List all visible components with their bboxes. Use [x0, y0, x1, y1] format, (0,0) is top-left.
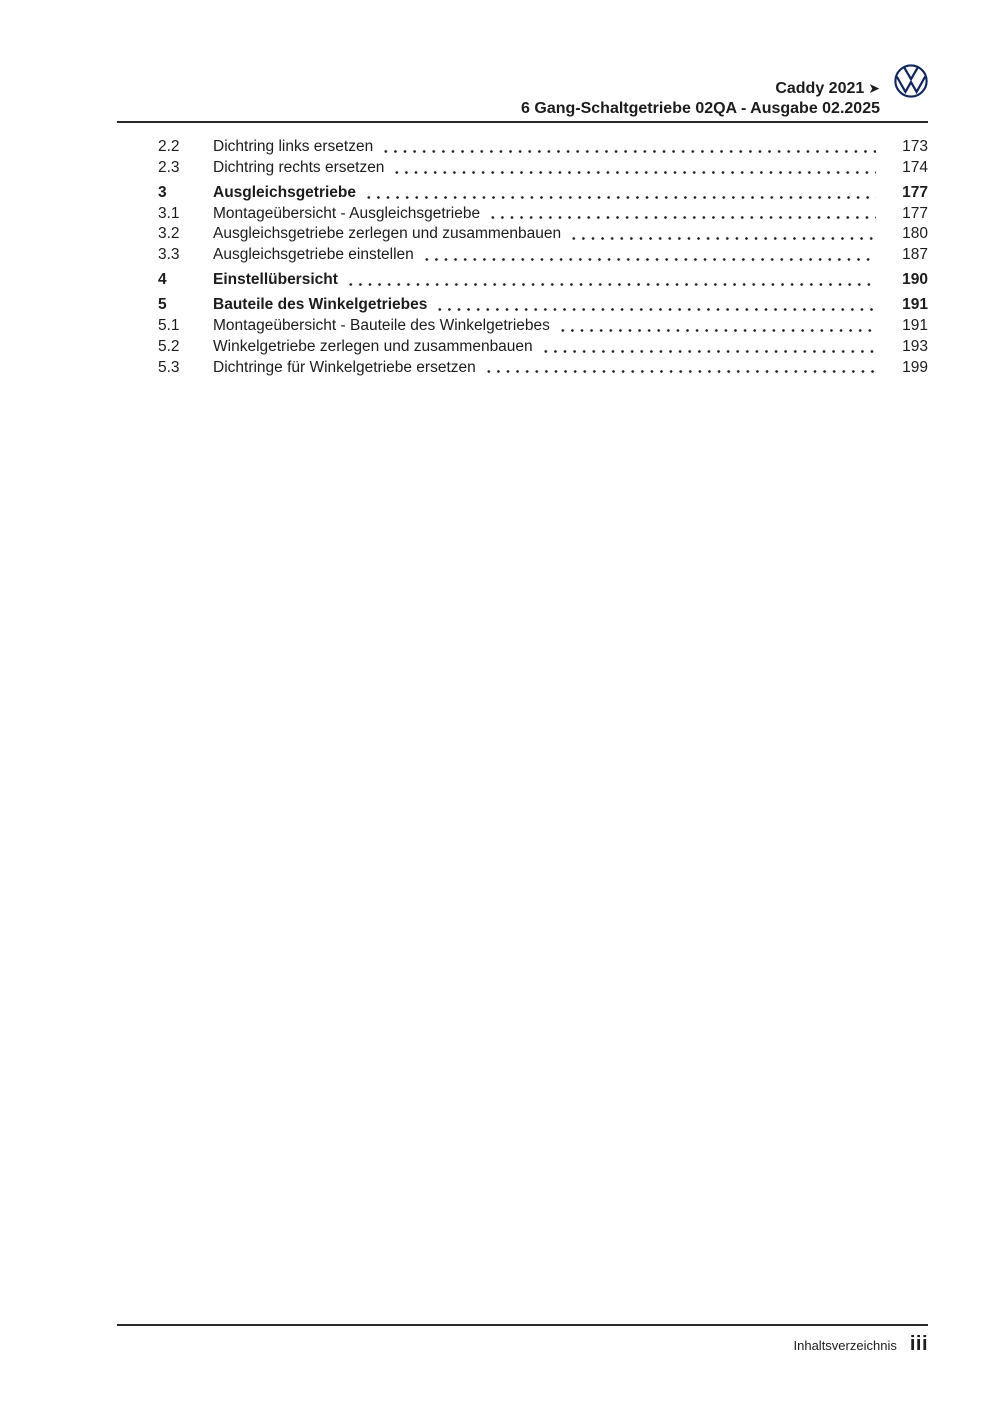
toc-entry-5 — [158, 295, 928, 316]
header-text-block — [117, 78, 880, 119]
toc-entry-page: 177 — [902, 204, 928, 222]
toc-entry-5.1 — [158, 316, 928, 337]
toc-entry-page: 180 — [902, 225, 928, 243]
table-of-contents — [158, 137, 928, 378]
toc-entry-page: 193 — [902, 337, 928, 355]
toc-entry-3 — [158, 183, 928, 204]
toc-entry-3.2 — [158, 224, 928, 245]
toc-entry-title: Bauteile des Winkelgetriebes — [213, 296, 428, 314]
toc-entry-title: Ausgleichsgetriebe einstellen — [213, 246, 414, 264]
toc-entry-number: 5.1 — [158, 316, 180, 334]
toc-entry-page: 190 — [902, 271, 928, 289]
toc-entry-page: 199 — [902, 358, 928, 376]
toc-entry-title: Montageübersicht - Bauteile des Winkelgetriebes — [213, 316, 550, 334]
toc-entry-number: 5.2 — [158, 337, 180, 355]
header-divider — [117, 121, 928, 123]
dot-leader — [558, 328, 876, 333]
toc-entry-title: Einstellübersicht — [213, 271, 338, 289]
dot-leader — [364, 195, 876, 200]
toc-entry-page: 173 — [902, 138, 928, 155]
toc-entry-5.2 — [158, 337, 928, 358]
toc-entry-title: Ausgleichsgetriebe — [213, 183, 356, 201]
toc-entry-2.3 — [158, 158, 928, 179]
toc-entry-page: 191 — [902, 296, 928, 314]
toc-entry-5.3 — [158, 358, 928, 379]
toc-entry-page: 187 — [902, 246, 928, 264]
manual-subtitle: 6 Gang-Schaltgetriebe 02QA - Ausgabe 02.2025 — [521, 100, 880, 117]
dot-leader — [435, 307, 876, 312]
model-name: Caddy 2021 — [775, 80, 865, 97]
toc-entry-number: 2.2 — [158, 138, 180, 155]
toc-entry-title: Ausgleichsgetriebe zerlegen und zusammenbauen — [213, 225, 562, 243]
toc-entry-3.1 — [158, 204, 928, 225]
toc-entry-4 — [158, 270, 928, 291]
toc-entry-2.2 — [158, 137, 928, 158]
footer-page-number: iii — [909, 1333, 928, 1355]
dot-leader — [392, 170, 876, 175]
toc-entry-number: 4 — [158, 271, 167, 289]
dot-leader — [484, 369, 876, 374]
toc-entry-page: 174 — [902, 158, 928, 176]
toc-entry-number: 5.3 — [158, 358, 180, 376]
toc-entry-number: 2.3 — [158, 158, 180, 176]
dot-leader — [381, 149, 876, 154]
vw-logo-icon — [894, 64, 928, 98]
toc-entry-page: 177 — [902, 183, 928, 201]
dot-leader — [346, 282, 876, 287]
toc-entry-title: Montageübersicht - Ausgleichsgetriebe — [213, 204, 481, 222]
toc-entry-number: 3.3 — [158, 246, 180, 264]
toc-entry-number: 5 — [158, 296, 167, 314]
toc-entry-title: Dichtring links ersetzen — [213, 138, 374, 155]
page-footer — [117, 1324, 928, 1356]
toc-entry-title: Dichtring rechts ersetzen — [213, 158, 385, 176]
toc-entry-number: 3.1 — [158, 204, 180, 222]
toc-entry-page: 191 — [902, 316, 928, 334]
model-year-arrow-icon: ➤ — [868, 80, 880, 96]
footer-section-label: Inhaltsverzeichnis — [793, 1338, 897, 1353]
toc-entry-number: 3.2 — [158, 225, 180, 243]
toc-entry-3.3 — [158, 245, 928, 266]
dot-leader — [422, 257, 876, 262]
dot-leader — [541, 349, 876, 354]
model-title-line — [117, 78, 880, 99]
page-header — [117, 64, 928, 119]
toc-entry-number: 3 — [158, 183, 167, 201]
toc-entry-title: Dichtringe für Winkelgetriebe ersetzen — [213, 358, 476, 376]
dot-leader — [488, 215, 876, 220]
toc-entry-title: Winkelgetriebe zerlegen und zusammenbauen — [213, 337, 533, 355]
dot-leader — [569, 236, 876, 241]
